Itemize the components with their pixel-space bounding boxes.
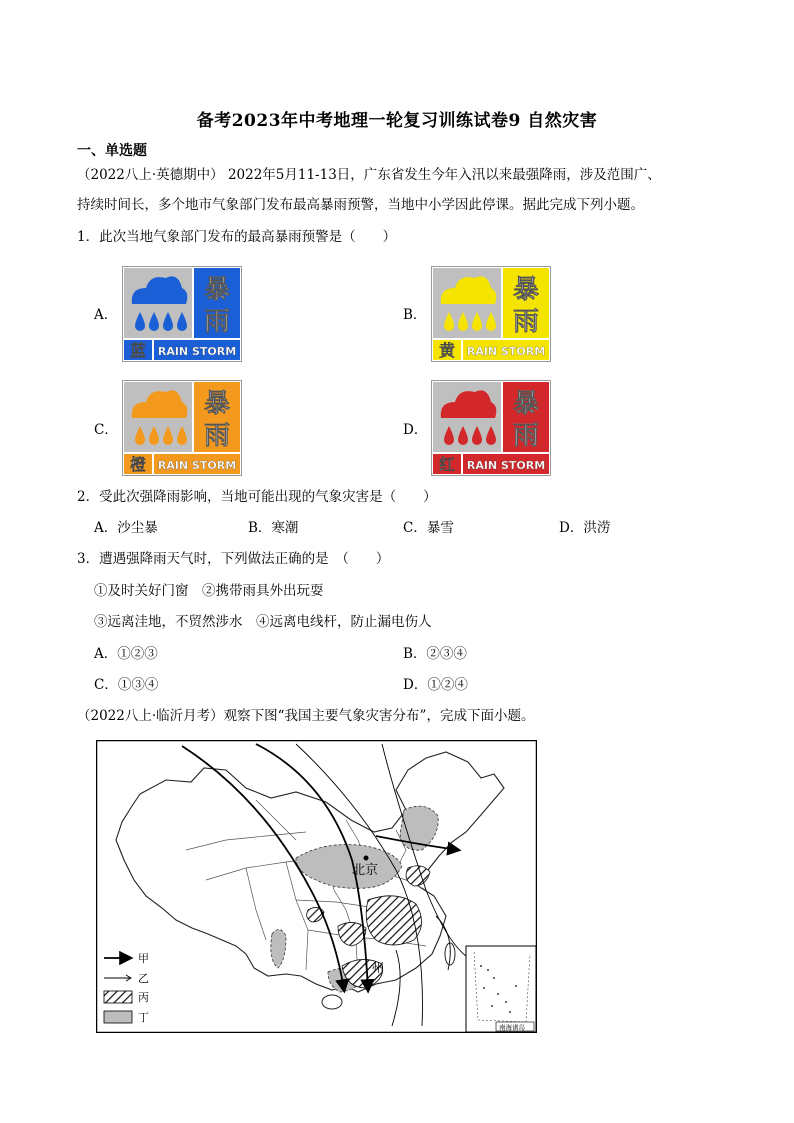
guangzhou-label: 州 xyxy=(372,961,385,975)
badge-color-name: 红 xyxy=(438,455,456,474)
disaster-map xyxy=(96,740,537,1033)
south-china-sea-inset xyxy=(466,946,536,1032)
question-3-items-1: ①及时关好门窗 ②携带雨具外出玩耍 xyxy=(94,583,324,599)
rainstorm-warning-d-icon[interactable] xyxy=(431,380,551,476)
legend-bing: 丙 xyxy=(138,991,149,1004)
badge-color-name: 黄 xyxy=(438,341,456,360)
rainstorm-warning-c-icon[interactable] xyxy=(122,380,242,476)
page-title: 备考2023年中考地理一轮复习训练试卷9 自然灾害 xyxy=(196,111,598,131)
question-3-stem: 3．遭遇强降雨天气时，下列做法正确的是 （ ） xyxy=(77,551,390,567)
question-1-option-a-label[interactable]: A． xyxy=(94,307,118,323)
badge-char-yu: 雨 xyxy=(203,421,231,451)
section-heading: 一、单选题 xyxy=(77,143,147,159)
question-2-option-c[interactable]: C．暴雪 xyxy=(403,520,454,536)
badge-color-name: 蓝 xyxy=(129,341,147,360)
question-3-option-a[interactable]: A．①②③ xyxy=(94,646,158,662)
beijing-dot xyxy=(364,856,369,861)
question-2-option-a[interactable]: A．沙尘暴 xyxy=(94,520,158,536)
question-1-option-b-label[interactable]: B． xyxy=(403,307,427,323)
question-2-stem: 2．受此次强降雨影响，当地可能出现的气象灾害是（ ） xyxy=(77,489,437,505)
question-2-option-b[interactable]: B．寒潮 xyxy=(248,520,299,536)
badge-char-yu: 雨 xyxy=(512,421,540,451)
badge-char-bao: 暴 xyxy=(203,275,231,305)
beijing-label: 北京 xyxy=(352,863,379,878)
badge-en-label: RAIN STORM xyxy=(157,459,237,472)
badge-color-name: 橙 xyxy=(129,455,147,474)
badge-en-label: RAIN STORM xyxy=(466,345,546,358)
question-3-option-d[interactable]: D．①②④ xyxy=(403,677,468,693)
inset-label: 南海诸岛 xyxy=(499,1023,525,1032)
badge-char-bao: 暴 xyxy=(512,275,540,305)
passage-1-line-1: （2022八上·英德期中） 2022年5月11-13日，广东省发生今年入汛以来最强降雨，涉及范围广、 xyxy=(77,167,661,183)
rainstorm-warning-a-icon[interactable] xyxy=(122,266,242,362)
rainstorm-warning-b-icon[interactable] xyxy=(431,266,551,362)
badge-char-yu: 雨 xyxy=(512,307,540,337)
legend-yi: 乙 xyxy=(138,972,149,985)
badge-en-label: RAIN STORM xyxy=(157,345,237,358)
legend-ding: 丁 xyxy=(138,1011,149,1024)
legend-jia: 甲 xyxy=(138,952,149,965)
question-3-option-b[interactable]: B．②③④ xyxy=(403,646,467,662)
passage-2: （2022八上·临沂月考）观察下图“我国主要气象灾害分布”，完成下面小题。 xyxy=(77,708,535,724)
question-3-option-c[interactable]: C．①③④ xyxy=(94,677,159,693)
hainan-island xyxy=(322,995,342,1009)
badge-char-yu: 雨 xyxy=(203,307,231,337)
question-2-option-d[interactable]: D．洪涝 xyxy=(559,520,611,536)
badge-char-bao: 暴 xyxy=(512,389,540,419)
passage-1-line-2: 持续时间长，多个地市气象部门发布最高暴雨预警，当地中小学因此停课。据此完成下列小题。 xyxy=(77,197,644,213)
question-3-items-2: ③远离洼地，不贸然涉水 ④远离电线杆，防止漏电伤人 xyxy=(94,614,432,630)
badge-char-bao: 暴 xyxy=(203,389,231,419)
badge-en-label: RAIN STORM xyxy=(466,459,546,472)
question-1-option-d-label[interactable]: D． xyxy=(403,422,428,438)
question-1-stem: 1．此次当地气象部门发布的最高暴雨预警是（ ） xyxy=(77,229,397,245)
question-1-option-c-label[interactable]: C． xyxy=(94,422,118,438)
